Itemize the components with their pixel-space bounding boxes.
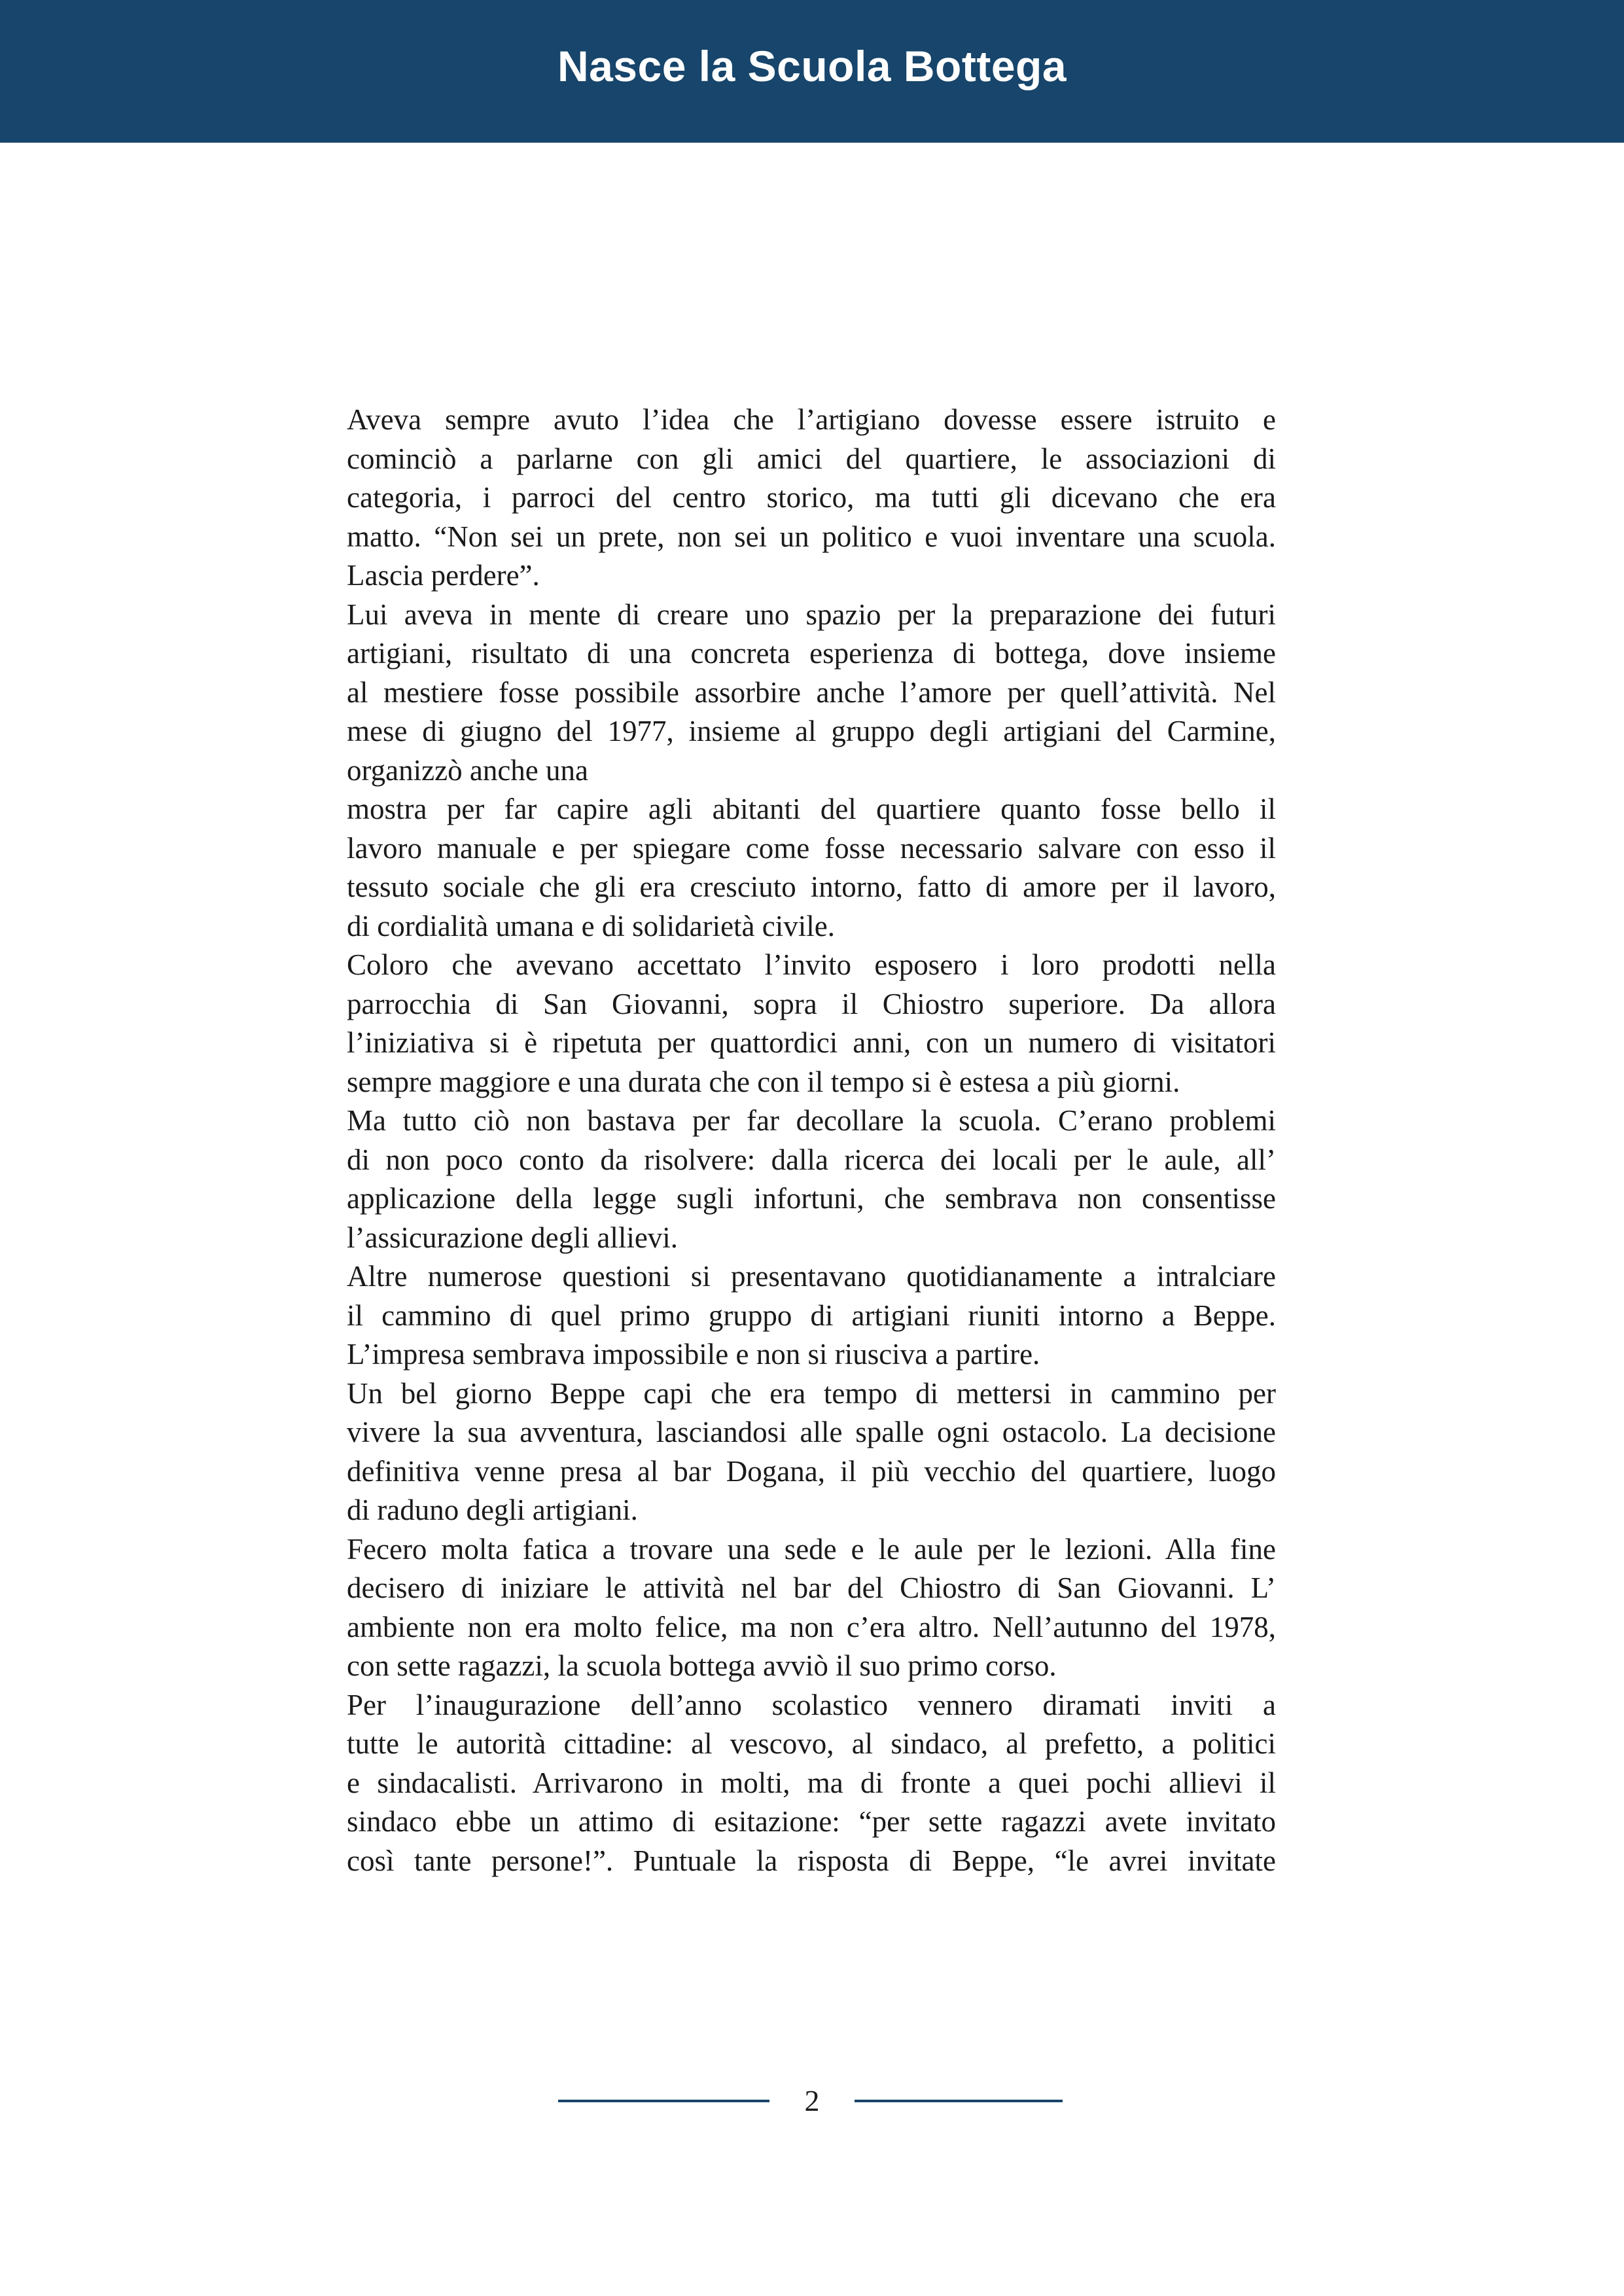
body-line: decisero di iniziare le attività nel bar del Chiostro di San Giovanni. L’	[347, 1571, 1276, 1604]
body-line: mese di giugno del 1977, insieme al gruppo degli artigiani del Carmine,	[347, 715, 1276, 747]
body-line: l’assicurazione degli allievi.	[347, 1221, 679, 1254]
body-line: cominciò a parlarne con gli amici del quartiere, le associazioni di	[347, 442, 1276, 475]
body-line: L’impresa sembrava impossibile e non si riusciva a partire.	[347, 1338, 1040, 1371]
body-line: Fecero molta fatica a trovare una sede e le aule per le lezioni. Alla fine	[347, 1532, 1276, 1566]
body-line: organizzò anche una	[347, 753, 588, 787]
body-line: sindaco ebbe un attimo di esitazione: “per sette ragazzi avete invitato	[347, 1805, 1276, 1838]
body-line: con sette ragazzi, la scuola bottega avviò il suo primo corso.	[347, 1649, 1057, 1682]
body-line: vivere la sua avventura, lasciandosi alle spalle ogni ostacolo. La decisione	[347, 1416, 1276, 1448]
body-line: definitiva venne presa al bar Dogana, il più vecchio del quartiere, luogo	[347, 1454, 1276, 1488]
body-text	[347, 401, 1276, 1880]
body-line: Ma tutto ciò non bastava per far decollare la scuola. C’erano problemi	[347, 1104, 1276, 1137]
page-number: 2	[804, 2084, 820, 2117]
body-line: categoria, i parroci del centro storico, ma tutti gli dicevano che era	[347, 481, 1276, 514]
body-line: di cordialità umana e di solidarietà civile.	[347, 909, 835, 942]
body-line: applicazione della legge sugli infortuni, che sembrava non consentisse	[347, 1182, 1276, 1215]
footer-rule-right	[855, 2100, 1063, 2102]
body-line: Un bel giorno Beppe capi che era tempo di mettersi in cammino per	[347, 1376, 1276, 1410]
body-line: matto. “Non sei un prete, non sei un politico e vuoi inventare una scuola.	[347, 520, 1276, 553]
footer	[0, 2081, 1624, 2121]
body-line: così tante persone!”. Puntuale la risposta di Beppe, “le avrei invitate	[347, 1844, 1276, 1877]
body-line: Lui aveva in mente di creare uno spazio per la preparazione dei futuri	[347, 598, 1276, 631]
body-line: mostra per far capire agli abitanti del quartiere quanto fosse bello il	[347, 793, 1276, 825]
body-line: Per l’inaugurazione dell’anno scolastico vennero diramati inviti a	[347, 1688, 1276, 1721]
page-title: Nasce la Scuola Bottega	[557, 42, 1067, 90]
body-line: il cammino di quel primo gruppo di artigiani riuniti intorno a Beppe.	[347, 1299, 1276, 1332]
body-line: di raduno degli artigiani.	[347, 1494, 638, 1526]
body-line: tutte le autorità cittadine: al vescovo, al sindaco, al prefetto, a politici	[347, 1727, 1276, 1760]
body-line: lavoro manuale e per spiegare come fosse necessario salvare con esso il	[347, 831, 1276, 865]
body-line: e sindacalisti. Arrivarono in molti, ma di fronte a quei pochi allievi il	[347, 1766, 1276, 1799]
body-line: al mestiere fosse possibile assorbire anche l’amore per quell’attività. Nel	[347, 675, 1276, 709]
body-line: tessuto sociale che gli era cresciuto intorno, fatto di amore per il lavoro,	[347, 870, 1276, 903]
body-line: Altre numerose questioni si presentavano quotidianamente a intralciare	[347, 1260, 1276, 1293]
body-line: Coloro che avevano accettato l’invito esposero i loro prodotti nella	[347, 948, 1276, 981]
footer-rule-left	[558, 2100, 769, 2102]
body-line: l’iniziativa si è ripetuta per quattordici anni, con un numero di visitatori	[347, 1026, 1276, 1059]
body-line: Aveva sempre avuto l’idea che l’artigiano dovesse essere istruito e	[347, 403, 1276, 436]
body-line: artigiani, risultato di una concreta esperienza di bottega, dove insieme	[347, 637, 1276, 670]
body-line: Lascia perdere”.	[347, 559, 540, 592]
body-line: di non poco conto da risolvere: dalla ricerca dei locali per le aule, all’	[347, 1143, 1276, 1176]
body-line: sempre maggiore e una durata che con il tempo si è estesa a più giorni.	[347, 1065, 1180, 1098]
body-line: ambiente non era molto felice, ma non c’era altro. Nell’autunno del 1978,	[347, 1610, 1276, 1643]
body-line: parrocchia di San Giovanni, sopra il Chiostro superiore. Da allora	[347, 987, 1276, 1020]
header-bar	[0, 0, 1624, 143]
